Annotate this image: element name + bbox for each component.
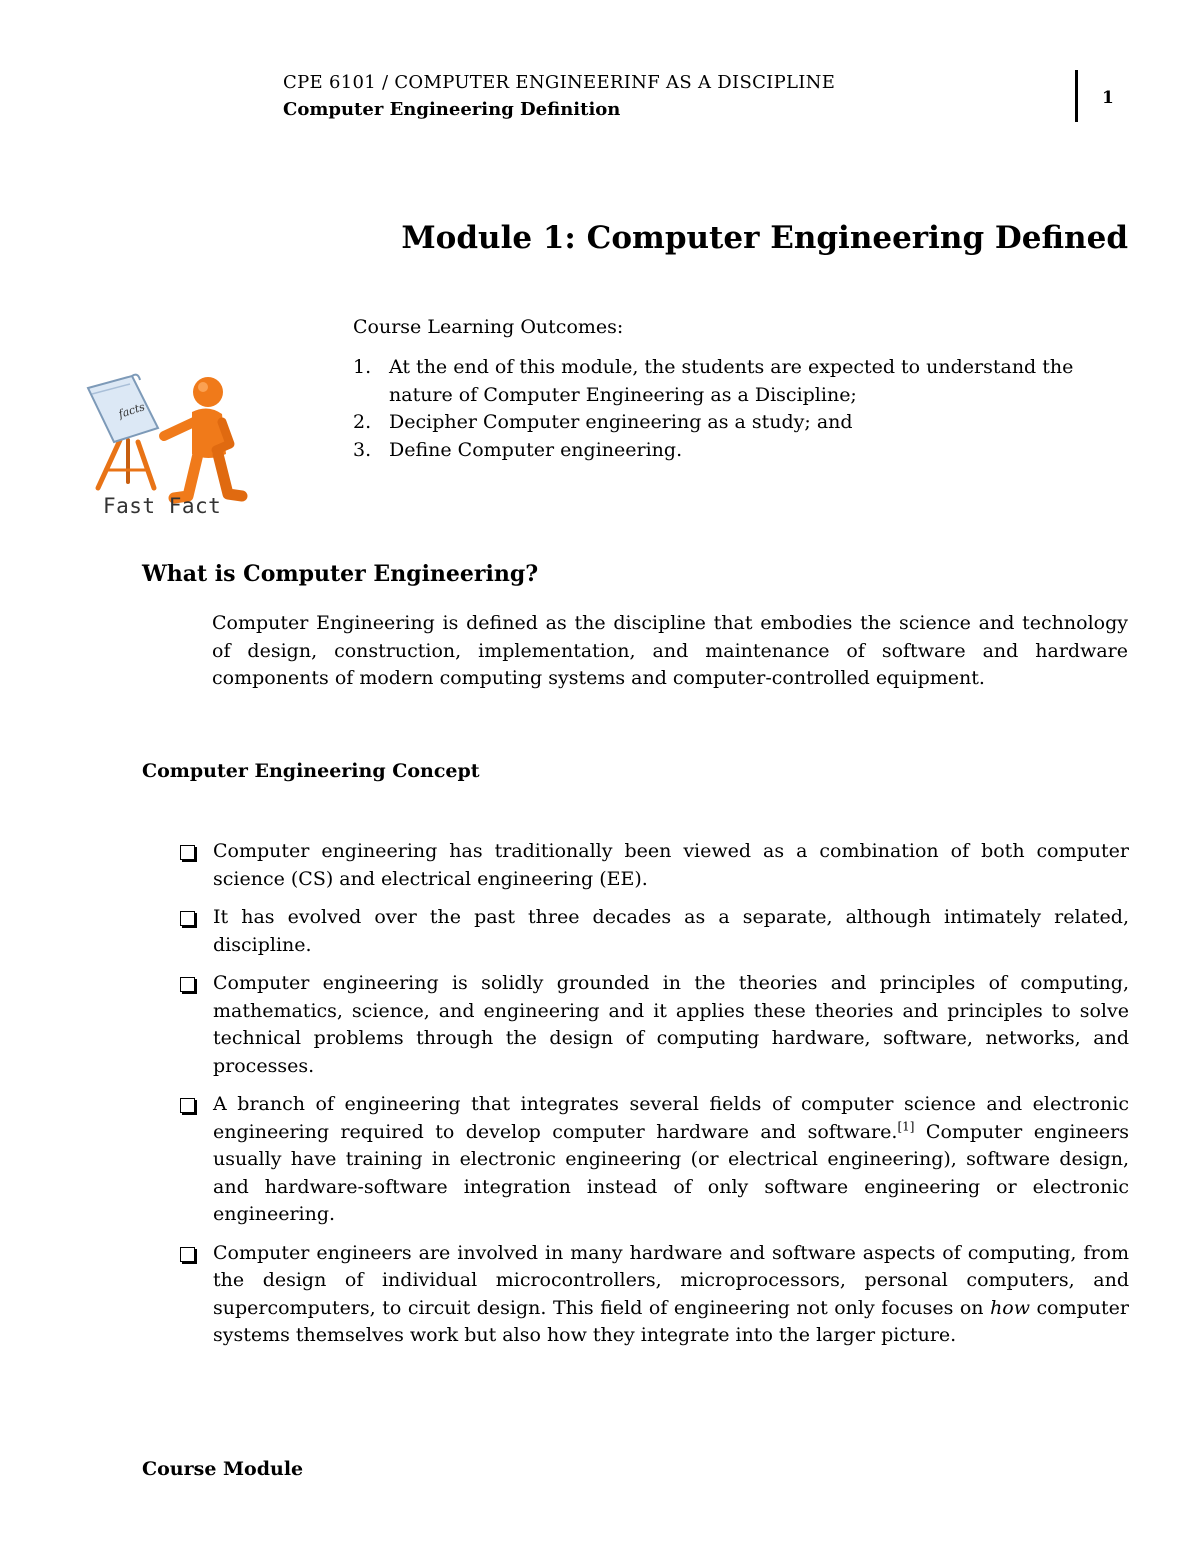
bullet-text: A branch of engineering that integrates several fields of computer science and electronic engineering required to develop computer hardware and software.	[213, 1093, 1129, 1143]
definition-paragraph: Computer Engineering is defined as the discipline that embodies the science and technology of design, construction, implementation, and maintenance of software and hardware components of modern computing systems and computer-controlled equipment.	[212, 612, 1128, 689]
bullet-text: Computer engineering has traditionally been viewed as a combination of both computer science (CS) and electrical engineering (EE).	[213, 840, 1129, 890]
list-number: 2.	[353, 411, 372, 433]
list-item	[180, 970, 1129, 1080]
list-item	[180, 838, 1129, 893]
header-subtitle: Computer Engineering Definition	[283, 99, 621, 120]
bullet-text: Computer engineers are involved in many hardware and software aspects of computing, from the design of individual microcontrollers, microprocessors, personal computers, and supercomputers, to circuit design. This field of engineering not only focuses on	[213, 1241, 1129, 1319]
outcomes-list	[353, 354, 1113, 464]
fast-fact-caption: Fast Fact	[103, 494, 222, 518]
list-item	[180, 904, 1129, 959]
list-item	[353, 354, 1113, 409]
list-item-text: Decipher Computer engineering as a study; and	[389, 411, 853, 433]
bullet-text-cont: computer systems themselves work but also how they integrate into the larger picture.	[213, 1296, 1129, 1346]
checkbox-bullet-icon	[180, 977, 195, 992]
outcomes-label: Course Learning Outcomes:	[353, 316, 624, 338]
easel-icon	[88, 375, 158, 488]
checkbox-bullet-icon	[180, 845, 195, 860]
list-item	[353, 437, 1113, 465]
list-item-text: At the end of this module, the students are expected to understand the nature of Computer Engineering as a Discipline;	[389, 356, 1074, 406]
board-text: facts	[116, 400, 147, 421]
bullet-text-cont: Computer engineers usually have training in electronic engineering (or electrical engineering), software design, and hardware-software integration instead of only software engineering or electronic engineering.	[213, 1120, 1130, 1225]
list-item-text: Define Computer engineering.	[389, 438, 683, 461]
emphasis-word: how	[990, 1296, 1031, 1319]
list-item	[180, 1091, 1129, 1229]
list-number: 1.	[353, 356, 372, 378]
list-item	[353, 409, 1113, 437]
header-course-title: CPE 6101 / COMPUTER ENGINEERINF AS A DISCIPLINE	[283, 72, 836, 93]
footer-course-module: Course Module	[142, 1458, 304, 1480]
presenter-figure-icon	[164, 377, 242, 498]
header-divider	[1075, 70, 1078, 122]
bullet-text: Computer engineering is solidly grounded in the theories and principles of computing, mathematics, science, and engineering and it applies these theories and principles to solve technical problems through the design of computing hardware, software, networks, and processes.	[213, 972, 1129, 1077]
section-heading-concept: Computer Engineering Concept	[142, 760, 480, 782]
reference-link[interactable]: [1]	[897, 1119, 915, 1134]
checkbox-bullet-icon	[180, 911, 195, 926]
concept-bullet-list	[180, 838, 1129, 1361]
page-title: Module 1: Computer Engineering Defined	[401, 220, 1128, 256]
list-number: 3.	[353, 438, 372, 461]
section-heading-what-is: What is Computer Engineering?	[142, 561, 539, 587]
page-number: 1	[1102, 88, 1114, 108]
checkbox-bullet-icon	[180, 1098, 195, 1113]
bullet-text: It has evolved over the past three decades as a separate, although intimately related, discipline.	[213, 906, 1129, 956]
checkbox-bullet-icon	[180, 1247, 195, 1262]
list-item	[180, 1240, 1129, 1350]
